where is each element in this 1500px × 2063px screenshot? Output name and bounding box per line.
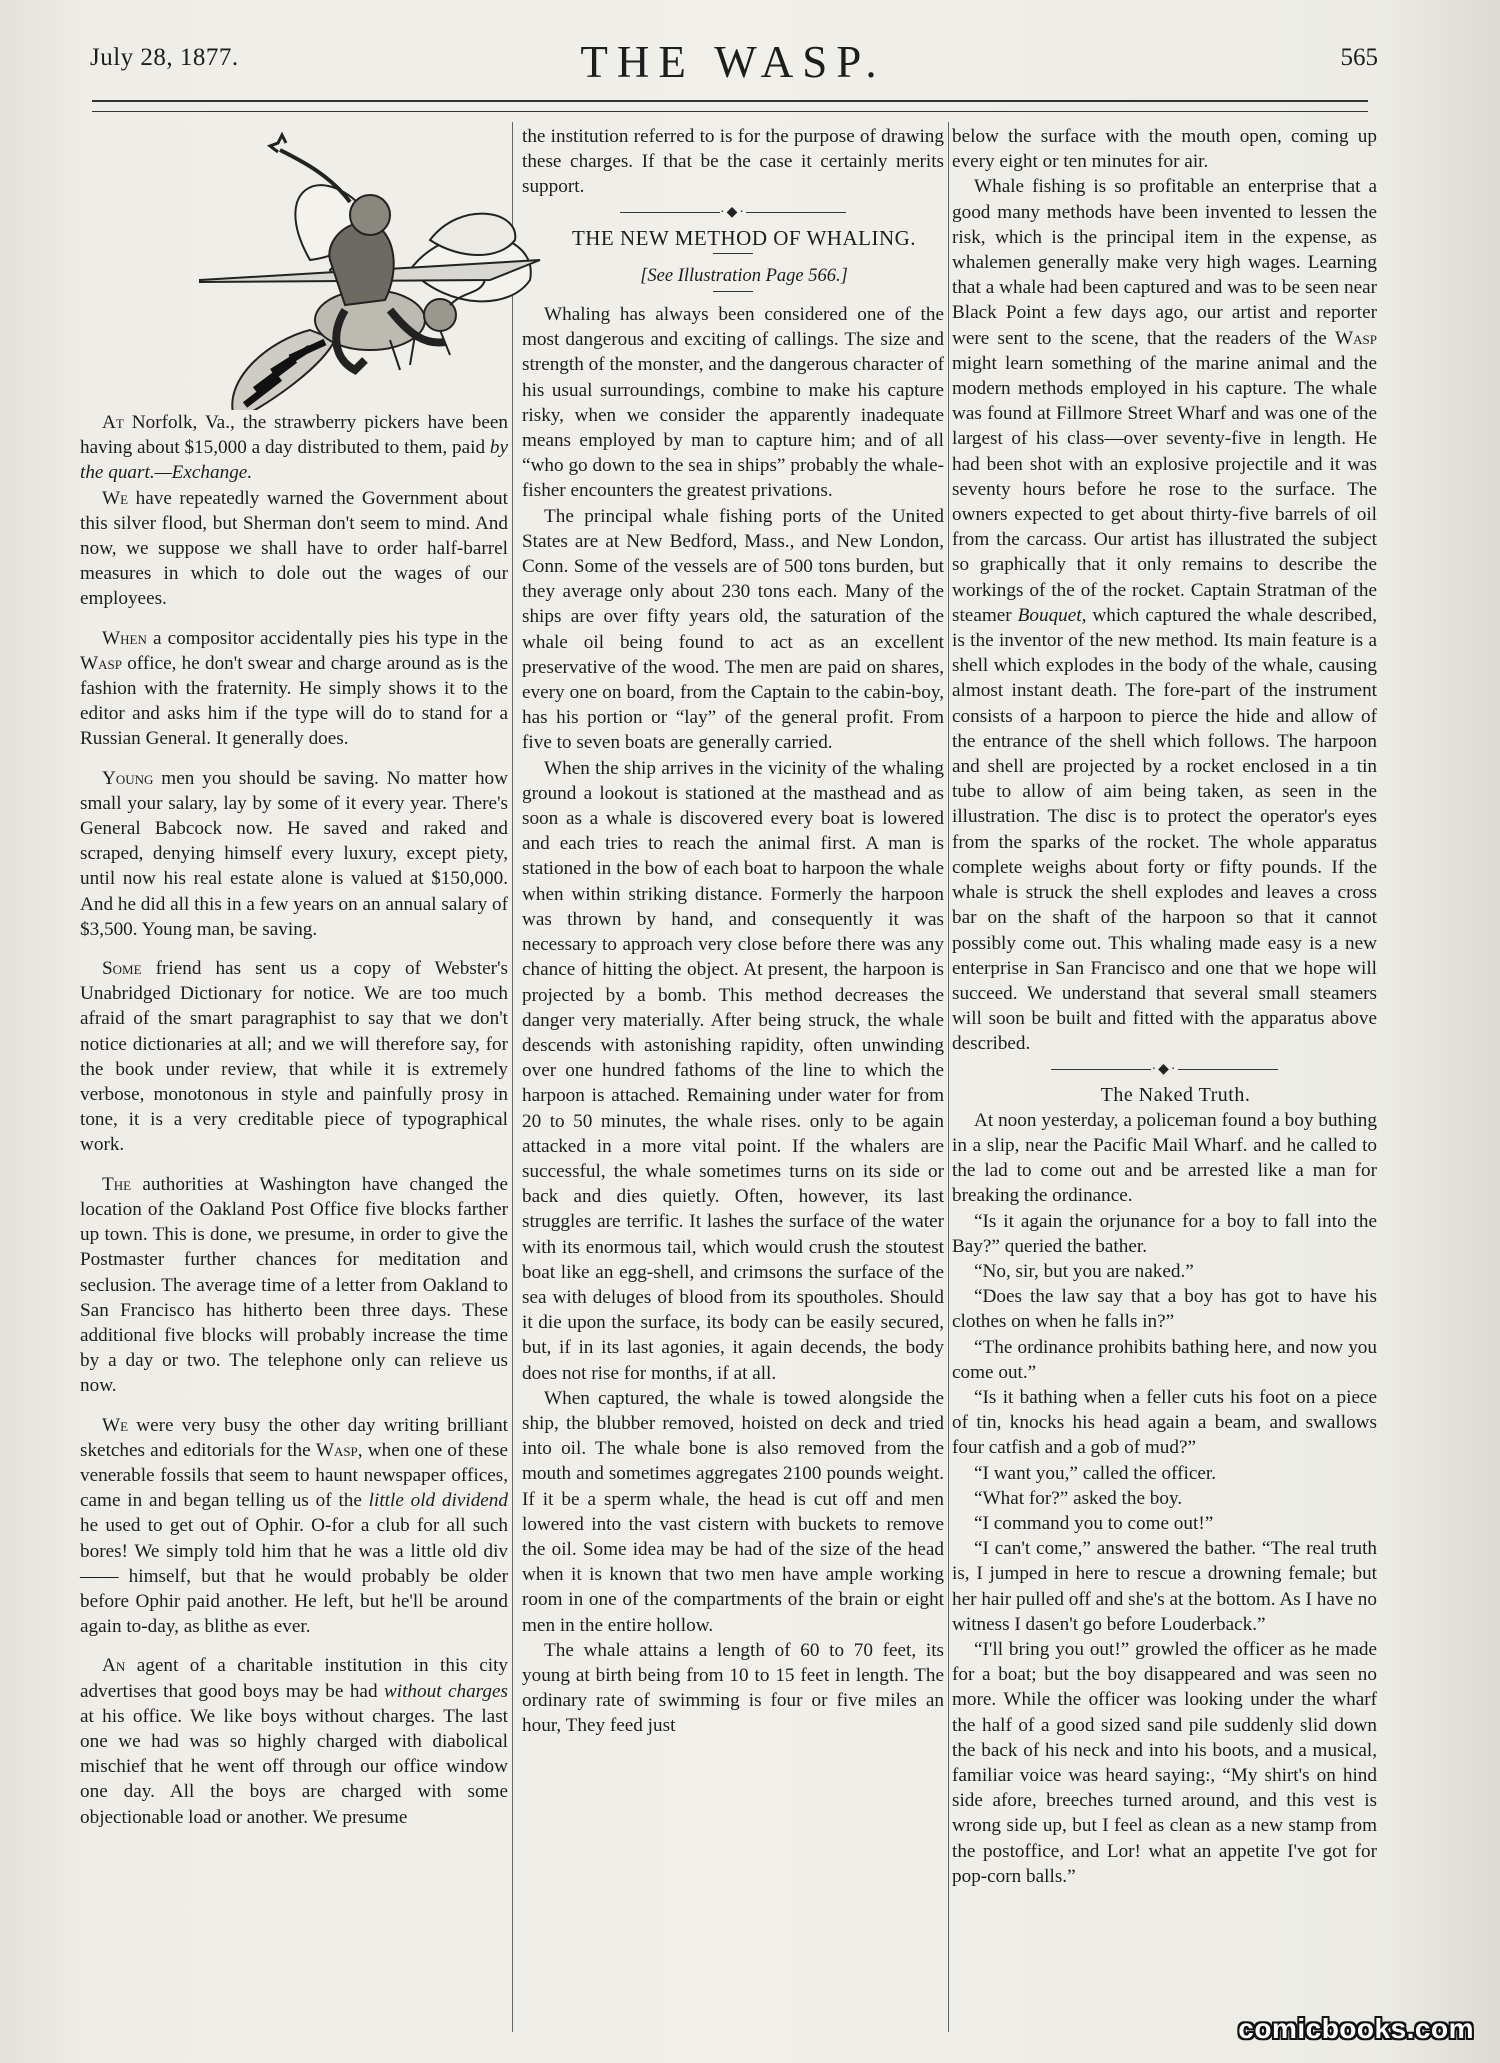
naked-truth-paragraph: “I'll bring you out!” growled the officer as he made for a boat; but the boy disappeared and was seen no more. While the officer was looking under the wharf the half of a good sized sand pile suddenly slid down the back of his neck and into his boots, and a musical, familiar voice was heard saying:, “My shirt's on hind side afore, breeches turned around, and this vest is wrong side up, but I feel as clean as a new stamp from the postoffice, and Lor! what an appetite I've got for pop-corn balls.” [952,1638,1377,1887]
page-number: 565 [1340,44,1378,71]
continued-paragraph: below the surface with the mouth open, coming up every eight or ten minutes for air. [952,126,1377,173]
whaling-paragraph: Whale fishing is so profitable an enterprise that a good many methods have been invented to lessen the risk, which is the principal item in the expense, as whalemen generally make very high wages. Learning that a whale had been captured and was to be seen near Black Point a few days ago, our artist and reporter were sent to the scene, that the readers of the Wasp might learn something of the marine animal and the modern methods employed in his capture. The whale was found at Fillmore Street Wharf and was one of the largest of his class—over seventy-five in length. He had been shot with an explosive projectile and it was seventy hours before he rose to the surface. The owners expected to get about thirty-five barrels of oil from the carcass. Our artist has illustrated the subject so graphically that it only remains to describe the workings of the of the rocket. Captain Stratman of the steamer Bouquet, which captured the whale described, is the inventor of the new method. Its main feature is a shell which explodes in the body of the whale, causing almost instant death. The fore-part of the instrument consists of a harpoon to pierce the hide and allow of the entrance of the shell which follows. The harpoon and shell are projected by a rocket enclosed in a tin tube to allow of aim being taken, as seen in the illustration. The disc is to protect the operator's eyes from the sparks of the rocket. The whole apparatus complete weighs about forty or fifty pounds. If the whale is struck the shell explodes and leaves a cross bar on the shaft of the harpoon so that it cannot possibly come out. This whaling made easy is a new enterprise in San Francisco and one that we hope will succeed. We understand that several small steamers will soon be built and fitted with the apparatus above described. [952,176,1377,1055]
naked-truth-paragraph: “What for?” asked the boy. [974,1487,1183,1509]
naked-truth-paragraph: “I command you to come out!” [974,1512,1214,1534]
section-ornament: ·◆· [522,206,944,220]
whaling-paragraph: When the ship arrives in the vicinity of the whaling ground a lookout is stationed at the masthead and as soon as a whale is discovered every boat is lowered and each tries to reach the animal first. A man is stationed in the bow of each boat to harpoon the whale when within striking distance. Formerly the harpoon was thrown by hand, and consequently it was necessary to approach very close before there was any chance of hitting the object. At present, the harpoon is projected by a bomb. This method decreases the danger very materially. After being struck, the whale descends with astonishing rapidity, often unwinding over one hundred fathoms of the line to which the harpoon is attached. Remaining under water for from 20 to 50 minutes, the whale rises. only to be again attacked in a more vital point. If the whalers are successful, the whale sometimes turns on its side or back and dies quietly. Often, however, its last struggles are terrific. It lashes the surface of the water with its enormous tail, which would crush the stoutest boat like an egg-shell, and crimsons the surface of the sea with deluges of blood from its spoutholes. Should it die upon the surface, its body can be easily secured, but, if in its last agonies, it again decends, the body does not rise for months, if at all. [522,757,944,1384]
paragraph-ophir: We were very busy the other day writing brilliant sketches and editorials for the Wasp, when one of these venerable fossils that seem to haunt newspaper offices, came in and began telling us of the little old dividend he used to get out of Ophir. O-for a club for all such bores! We simply told him that he was a little old div—— himself, but that he would probably be older before Ophir paid another. He left, but he'll be around again to-day, as blithe as ever. [80,1414,508,1638]
paragraph-strawberry: At Norfolk, Va., the strawberry pickers have been having about $15,000 a day distributed to them, paid by the quart.—Exchange. [80,412,508,484]
naked-truth-paragraph: “No, sir, but you are naked.” [974,1260,1194,1282]
naked-truth-paragraph: “The ordinance prohibits bathing here, and now you come out.” [952,1336,1377,1383]
masthead-rule-bottom [92,111,1368,112]
paragraph-young-men: Young men you should be saving. No matter how small your salary, lay by some of it every year. There's General Babcock now. He saved and raked and scraped, denying himself every luxury, except piety, until now his real estate alone is valued at $150,000. And he did all this in a few years on an annual salary of $3,500. Young man, be saving. [80,767,508,940]
section-ornament: ·◆· [952,1063,1377,1077]
naked-truth-paragraph: “Is it again the orjunance for a boy to fall into the Bay?” queried the bather. [952,1210,1377,1257]
paragraph-silver-flood: We have repeatedly warned the Government about this silver flood, but Sherman don't seem to mind. And now, we suppose we shall have to order half-barrel measures in which to dole out the wages of our employees. [80,487,508,610]
paragraph-compositor: When a compositor accidentally pies his type in the Wasp office, he don't swear and charge around as is the fashion with the fraternity. He simply shows it to the editor and asks him if the type will do to stand for a Russian General. It generally does. [80,627,508,750]
bleed-through-shadow [1418,660,1448,1360]
naked-truth-paragraph: At noon yesterday, a policeman found a boy buthing in a slip, near the Pacific Mail Wharf. and he called to the lad to come out and be arrested like a man for breaking the ordinance. [952,1109,1377,1207]
naked-truth-paragraph: “I want you,” called the officer. [974,1462,1217,1484]
whaling-paragraph: The principal whale fishing ports of the United States are at New Bedford, Mass., and New London, Conn. Some of the vessels are of 500 tons burden, but they average only about 230 tons each. Many of the ships are over fifty years old, the saturation of the whale oil being found to act as an excellent preservative of the wood. The men are paid on shares, every one on board, from the Captain to the cabin-boy, has his portion or “lay” of the general profit. From five to seven boats are generally carried. [522,505,944,754]
column-1 [80,124,508,1830]
paragraph-dictionary: Some friend has sent us a copy of Webster's Unabridged Dictionary for notice. We are too much afraid of the smart paragraphist to say that we don't notice dictionaries at all; and we will therefore say, for the book under review, that while it is extremely verbose, monotonous in style and painfully prosy in tone, it is a very creditable piece of typographical work. [80,958,508,1156]
naked-truth-paragraph: “Is it bathing when a feller cuts his foot on a piece of tin, knocks his head again a beam, and swallows four catfish and a gob of mud?” [952,1386,1377,1459]
naked-truth-paragraph: “I can't come,” answered the bather. “The real truth is, I jumped in here to rescue a drowning female; but her hair pulled off and she's at the bottom. As I have no witness I dasen't go before Louderback.” [952,1538,1377,1635]
masthead-rule-top [92,100,1368,102]
column-3 [952,124,1377,1889]
wasp-rider-icon [160,120,580,410]
paragraph-charitable-agent: An agent of a charitable institution in this city advertises that good boys may be had without charges at his office. We like boys without charges. The last one we had was so highly charged with diabolical mischief that he went off through our office window one day. All the boys are charged with some objectionable load or another. We presume [80,1655,509,1828]
masthead [88,36,1378,96]
subtitle-rule [713,291,753,292]
title-rule [713,253,753,254]
naked-truth-paragraph: “Does the law say that a boy has got to have his clothes on when he falls in?” [952,1286,1377,1333]
whaling-paragraph: Whaling has always been considered one of the most dangerous and exciting of callings. The size and strength of the monster, and the dangerous character of his usual surroundings, combine to make his capture risky, when we consider the apparently inadequate means employed by man to capture him; and of all “who go down to the sea in ships” probably the whale-fisher encounters the greatest privations. [522,304,944,502]
paragraph-post-office: The authorities at Washington have changed the location of the Oakland Post Office five blocks farther up town. This is done, we presume, in order to give the Postmaster further chances for meditation and seclusion. The average time of a letter from Oakland to San Francisco has hitherto been three days. These additional five blocks will probably increase the time by a day or two. The telephone only can relieve us now. [80,1173,508,1397]
wasp-rider-illustration [80,124,508,406]
column-2 [522,124,944,1739]
article-title-whaling: THE NEW METHOD OF WHALING. [571,225,917,250]
watermark-logo: comicbooks.com [1238,2013,1474,2044]
whaling-paragraph: When captured, the whale is towed alongside the ship, the blubber removed, hoisted on deck and tried into oil. The whale bone is also removed from the mouth and sometimes aggregates 2100 pounds weight. If it be a sperm whale, the head is cut off and men lowered into the vast cistern with buckets to remove the oil. Some idea may be had of the size of the head when it is known that two men have ample working room in one of the compartments of the brain or eight men in the entire hollow. [522,1387,944,1636]
newspaper-title: THE WASP. [580,37,886,87]
whaling-paragraph: The whale attains a length of 60 to 70 feet, its young at birth being from 10 to 15 feet in length. The ordinary rate of swimming is four or five miles an hour, They feed just [522,1639,944,1737]
illustration-reference: [See Illustration Page 566.] [640,265,848,286]
article-title-naked-truth: The Naked Truth. [1100,1083,1251,1106]
issue-date: July 28, 1877. [90,44,239,71]
column-rule-2 [948,122,949,2032]
continued-paragraph: the institution referred to is for the purpose of drawing these charges. If that be the case it certainly merits support. [522,126,944,198]
